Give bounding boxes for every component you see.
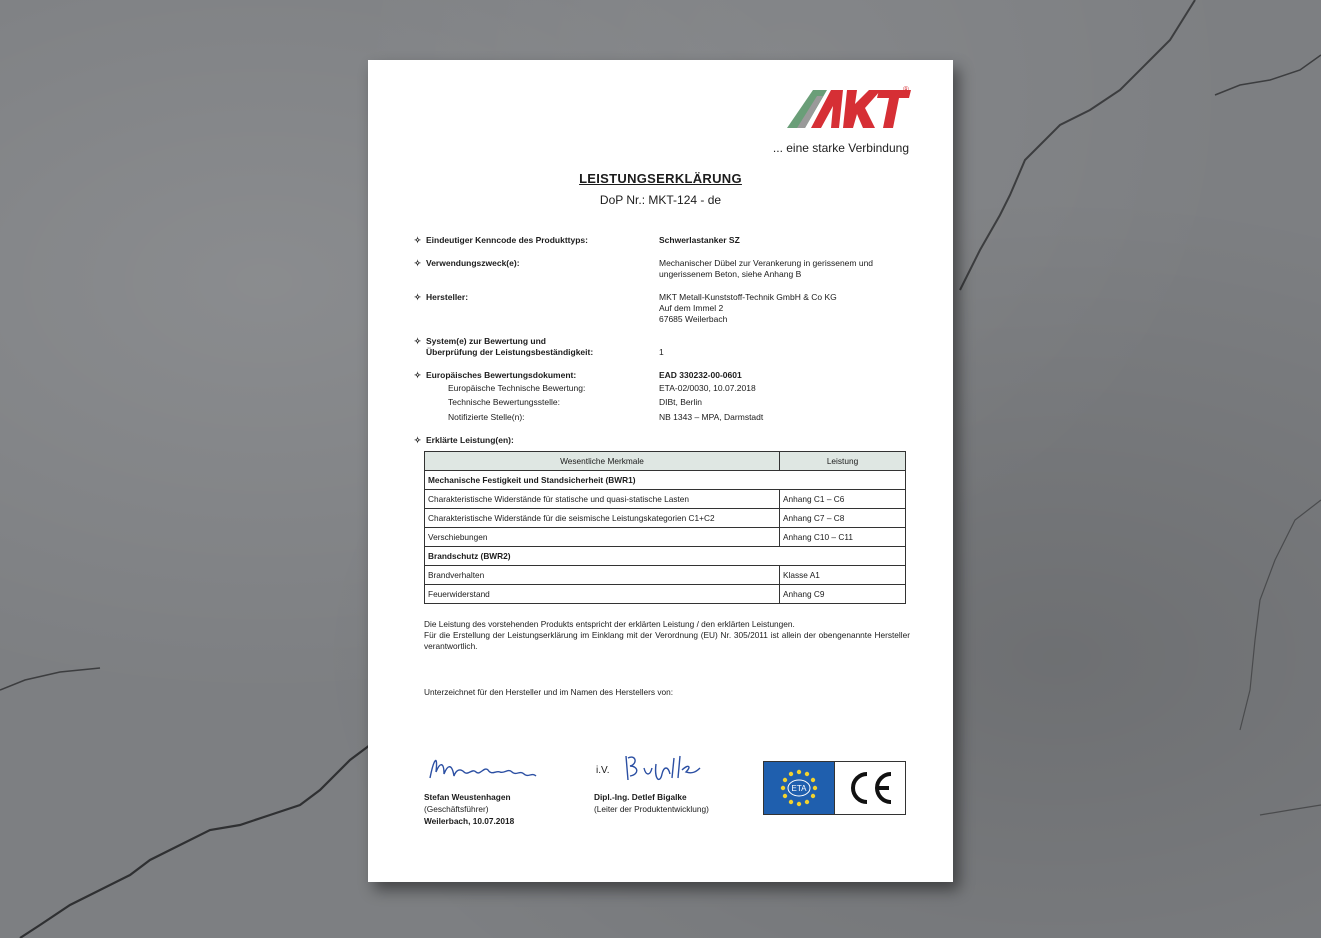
section-bwr2: Brandschutz (BWR2) [425, 547, 906, 566]
product-type-label: ✧ Eindeutiger Kenncode des Produkttyps: [414, 235, 588, 245]
ead-value: EAD 330232-00-0601 [659, 370, 742, 380]
feature-cell: Verschiebungen [425, 528, 780, 547]
performance-cell: Klasse A1 [780, 566, 906, 585]
table-row [425, 528, 906, 547]
performance-cell: Anhang C9 [780, 585, 906, 604]
document-title: LEISTUNGSERKLÄRUNG [579, 171, 742, 186]
eu-stars-icon [764, 762, 834, 814]
feature-cell: Charakteristische Widerstände für statische und quasi-statische Lasten [425, 490, 780, 509]
table-section-row [425, 547, 906, 566]
eta-mark [763, 761, 835, 815]
performance-cell: Anhang C7 – C8 [780, 509, 906, 528]
signed-for-text: Unterzeichnet für den Hersteller und im Namen des Herstellers von: [424, 687, 674, 697]
iv-prefix: i.V. [596, 765, 610, 776]
table-section-row [425, 471, 906, 490]
manufacturer-label: ✧ Hersteller: [414, 292, 469, 302]
table-row [425, 566, 906, 585]
ce-icon [835, 762, 905, 814]
system-label: ✧ System(e) zur Bewertung und Überprüfung der Leistungsbeständigkeit: [414, 336, 594, 357]
eta-label: Europäische Technische Bewertung: [448, 383, 586, 393]
notified-value: NB 1343 – MPA, Darmstadt [659, 412, 764, 422]
table-header-feature: Wesentliche Merkmale [425, 452, 780, 471]
section-bwr1: Mechanische Festigkeit und Standsicherheit (BWR1) [425, 471, 906, 490]
feature-cell: Brandverhalten [425, 566, 780, 585]
tab-label: Technische Bewertungsstelle: [448, 397, 560, 407]
eta-value: ETA-02/0030, 10.07.2018 [659, 383, 756, 393]
tab-value: DIBt, Berlin [659, 397, 702, 407]
svg-text:ETA: ETA [791, 784, 807, 793]
performance-table [424, 451, 906, 604]
signer-1-block: Stefan Weustenhagen (Geschäftsführer) Weilerbach, 10.07.2018 [424, 792, 515, 826]
feature-cell: Charakteristische Widerstände für die seismische Leistungskategorien C1+C2 [425, 509, 780, 528]
svg-text:®: ® [903, 85, 909, 94]
use-label: ✧ Verwendungszweck(e): [414, 258, 520, 268]
use-value: Mechanischer Dübel zur Verankerung in gerissenem und ungerissenem Beton, siehe Anhang B [659, 258, 874, 279]
ead-label: ✧ Europäisches Bewertungsdokument: [414, 370, 577, 380]
ce-mark [834, 761, 906, 815]
performance-cell: Anhang C10 – C11 [780, 528, 906, 547]
table-header-row [425, 452, 906, 471]
table-row [425, 509, 906, 528]
signature-2 [622, 750, 712, 786]
system-value: 1 [659, 347, 664, 357]
signer-2-block: Dipl.-Ing. Detlef Bigalke (Leiter der Produktentwicklung) [594, 792, 709, 814]
dop-number: DoP Nr.: MKT-124 - de [599, 193, 722, 207]
manufacturer-value: MKT Metall-Kunststoff-Technik GmbH & Co KG Auf dem Immel 2 67685 Weilerbach [659, 292, 837, 324]
table-row [425, 490, 906, 509]
table-row [425, 585, 906, 604]
product-type-value: Schwerlastanker SZ [659, 235, 740, 245]
mkt-logo [783, 82, 913, 132]
declared-performance-label: ✧ Erklärte Leistung(en): [414, 435, 514, 445]
table-header-performance: Leistung [780, 452, 906, 471]
performance-cell: Anhang C1 – C6 [780, 490, 906, 509]
brand-tagline: ... eine starke Verbindung [772, 141, 909, 155]
feature-cell: Feuerwiderstand [425, 585, 780, 604]
notified-label: Notifizierte Stelle(n): [448, 412, 525, 422]
signature-1 [426, 748, 546, 788]
conformity-paragraph: Die Leistung des vorstehenden Produkts entspricht der erklärten Leistung / den erklärten Leistungen. Für die Erstellung der Leistungserklärung im Einklang mit der Verordnung (EU) Nr. 305/2011 ist allein der obengenannte Hersteller verantwortlich. [424, 619, 910, 651]
declaration-of-performance-sheet [368, 60, 953, 882]
